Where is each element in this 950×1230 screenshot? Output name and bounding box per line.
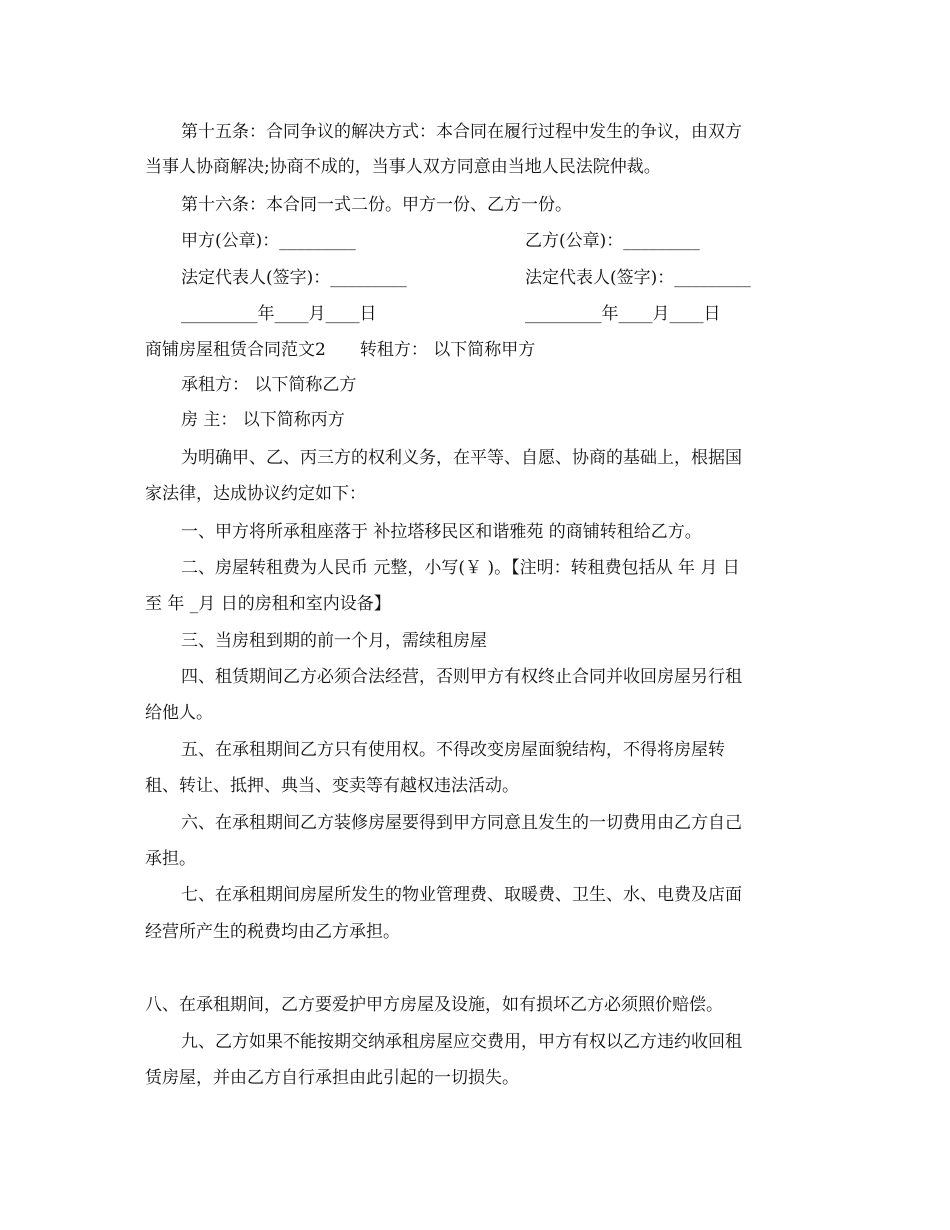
party-a-representative-line: 法定代表人(签字)：_________ [181, 268, 407, 288]
text-line: 五、在承租期间乙方只有使用权。不得改变房屋面貌结构，不得将房屋转 [181, 740, 725, 760]
text-line: 九、乙方如果不能按期交纳承租房屋应交费用，甲方有权以乙方违约收回租 [181, 1032, 742, 1052]
text-line: 六、在承租期间乙方装修房屋要得到甲方同意且发生的一切费用由乙方自己 [181, 813, 742, 833]
text-line: 给他人。 [145, 703, 213, 723]
text-line: 七、在承租期间房屋所发生的物业管理费、取暖费、卫生、水、电费及店面 [181, 885, 742, 905]
text-line: 八、在承租期间，乙方要爱护甲方房屋及设施，如有损坏乙方必须照价赔偿。 [145, 995, 723, 1015]
text-line: 二、房屋转租费为人民币 元整，小写(￥ )。【注明：转租费包括从 年 月 日 [181, 558, 740, 578]
text-line: 当事人协商解决;协商不成的，当事人双方同意由当地人民法院仲裁。 [145, 157, 661, 177]
text-line: 房 主： 以下简称丙方 [181, 410, 345, 430]
party-a-date-line: _________年____月____日 [181, 304, 377, 324]
text-line: 四、租赁期间乙方必须合法经营，否则甲方有权终止合同并收回房屋另行租 [181, 667, 742, 687]
contract-title-line: 商铺房屋租赁合同范文2 转租方： 以下简称甲方 [145, 340, 536, 360]
text-line: 为明确甲、乙、丙三方的权利义务，在平等、自愿、协商的基础上，根据国 [181, 448, 742, 468]
text-line: 租、转让、抵押、典当、变卖等有越权违法活动。 [145, 776, 519, 796]
text-line: 承租方： 以下简称乙方 [181, 375, 357, 395]
text-line: 至 年 _月 日的房租和室内设备】 [145, 594, 391, 614]
text-line: 第十六条：本合同一式二份。甲方一份、乙方一份。 [181, 195, 572, 215]
party-b-date-line: _________年____月____日 [525, 304, 721, 324]
text-line: 第十五条：合同争议的解决方式：本合同在履行过程中发生的争议，由双方 [181, 122, 742, 142]
text-line: 经营所产生的税费均由乙方承担。 [145, 922, 400, 942]
text-line: 赁房屋，并由乙方自行承担由此引起的一切损失。 [145, 1068, 519, 1088]
party-b-seal-line: 乙方(公章)：_________ [525, 231, 700, 251]
party-b-representative-line: 法定代表人(签字)：_________ [525, 268, 751, 288]
text-line: 一、甲方将所承租座落于 补拉塔移民区和谐雅苑 的商铺转租给乙方。 [181, 522, 702, 542]
text-line: 承担。 [145, 849, 196, 869]
party-a-seal-line: 甲方(公章)：_________ [181, 231, 356, 251]
text-line: 三、当房租到期的前一个月，需续租房屋 [181, 631, 487, 651]
text-line: 家法律，达成协议约定如下： [145, 484, 366, 504]
